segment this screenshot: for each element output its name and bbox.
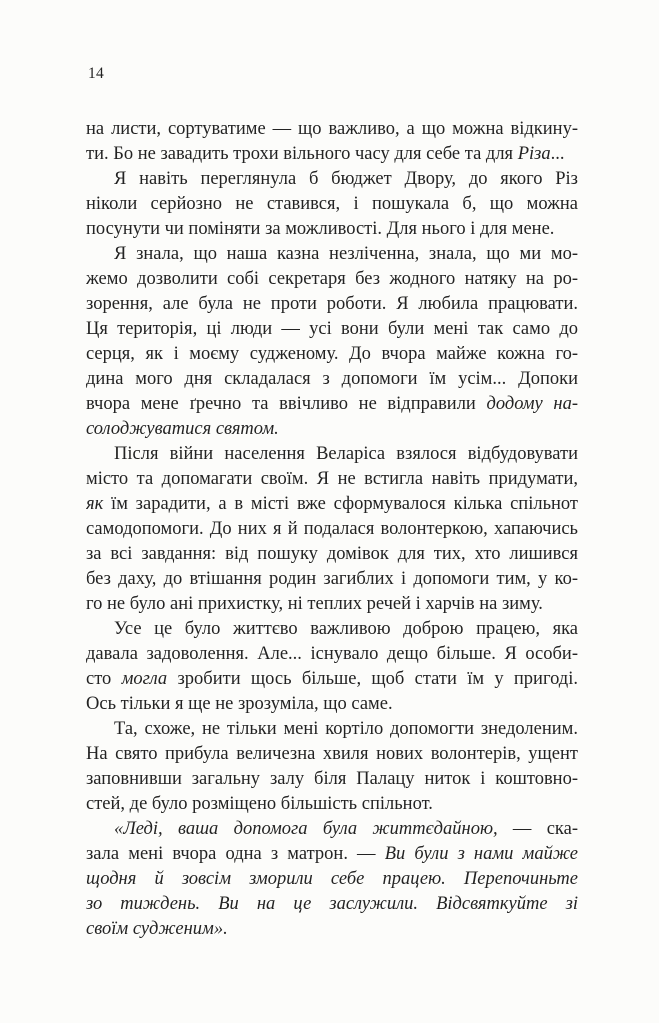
paragraph [86,442,578,617]
text-segment: на листи, сортуватиме — що важливо, а що можна відкину- [86,119,578,139]
text-segment: Я навіть переглянула б бюджет Двору, до якого Різ [114,169,578,189]
text-segment: сто [86,669,122,689]
text-segment: го не було ані прихистку, ні теплих речей і харчів на зиму. [86,594,543,614]
text-segment: ніколи серйозно не ставився, і пошукала б, що можна [86,194,578,214]
paragraph [86,242,578,442]
text-segment: Та, схоже, не тільки мені кортіло допомогти знедоленим. [114,719,578,739]
text-line [86,192,578,217]
italic-text-segment: могла [121,669,168,689]
page-number: 14 [88,65,105,82]
text-segment: заповнивши загальну залу біля Палацу ниток і коштовно- [86,769,578,789]
text-line [86,392,578,417]
text-segment: посунути чи поміняти за можливості. Для нього і для мене. [86,219,555,239]
paragraph [86,817,578,942]
text-line [86,342,578,367]
italic-text-segment: солоджуватися святом. [86,419,279,439]
italic-text-segment: як [86,494,104,514]
text-line [86,417,578,442]
text-line [86,717,578,742]
italic-text-segment: зо тиждень. Ви на це заслужили. Відсвяткуйте зі [86,894,578,914]
text-line [86,567,578,592]
text-line [86,142,578,167]
text-line [86,492,578,517]
text-segment: Після війни населення Веларіса взялося відбудовувати [114,444,578,464]
text-line [86,592,578,617]
text-line [86,792,578,817]
italic-text-segment: Ви були з нами майже [384,844,578,864]
text-line [86,442,578,467]
text-line [86,467,578,492]
text-line [86,117,578,142]
text-line [86,767,578,792]
text-line [86,667,578,692]
paragraph [86,617,578,717]
text-segment: без даху, до втішання родин загиблих і допомоги тим, у ко- [86,569,578,589]
text-line [86,642,578,667]
paragraph [86,117,578,167]
text-segment: Усе це було життєво важливою доброю працею, яка [114,619,578,639]
text-segment: ти. Бо не завадить трохи вільного часу для себе та для [86,144,518,164]
text-segment: зробити щось більше, щоб стати їм у пригоді. [167,669,578,689]
text-segment: — ска- [497,819,578,839]
text-segment: їм зарадити, а в місті вже сформувалося кілька спільнот [103,494,578,514]
text-segment: давала задоволення. Але... існувало дещо більше. Я особи- [86,644,578,664]
text-line [86,617,578,642]
text-line [86,292,578,317]
italic-text-segment: додому на- [486,394,578,414]
text-segment: серця, як і моєму судженому. До вчора майже кожна го- [86,344,578,364]
text-segment: вчора мене ґречно та ввічливо не відправили [86,394,487,414]
italic-text-segment: своїм судженим». [86,919,228,939]
paragraph [86,167,578,242]
page-text [86,117,578,942]
text-segment: На свято прибула величезна хвиля нових волонтерів, ущент [86,744,578,764]
text-segment: Я знала, що наша казна незліченна, знала, що ми мо- [114,244,578,264]
text-line [86,917,578,942]
text-segment: Ця територія, ці люди — усі вони були мені так само до [86,319,578,339]
text-line [86,842,578,867]
text-line [86,267,578,292]
text-segment: ... [550,144,565,164]
text-segment: зала мені вчора одна з матрон. — [86,844,385,864]
text-line [86,217,578,242]
text-line [86,817,578,842]
text-segment: за всі завдання: від пошуку домівок для тих, хто лишився [86,544,578,564]
text-line [86,892,578,917]
text-segment: зорення, але була не проти роботи. Я любила працювати. [86,294,578,314]
text-segment: жемо дозволити собі секретаря без жодного натяку на ро- [86,269,578,289]
italic-text-segment: «Леді, ваша допомога була життєдайною, [114,819,498,839]
text-line [86,742,578,767]
text-segment: Ось тільки я ще не зрозуміла, що саме. [86,694,393,714]
text-line [86,242,578,267]
text-segment: дина мого дня складалася з допомоги їм усім... Допоки [86,369,578,389]
text-line [86,317,578,342]
text-line [86,692,578,717]
text-segment: стей, де було розміщено більшість спільнот. [86,794,433,814]
italic-text-segment: Різа [517,144,551,164]
italic-text-segment: щодня й зовсім зморили себе працею. Перепочиньте [86,869,578,889]
text-line [86,367,578,392]
text-line [86,517,578,542]
text-segment: самодопомоги. До них я й подалася волонтеркою, хапаючись [86,519,578,539]
paragraph [86,717,578,817]
text-line [86,542,578,567]
text-line [86,167,578,192]
text-line [86,867,578,892]
text-segment: місто та допомагати своїм. Я не встигла навіть придумати, [86,469,578,489]
